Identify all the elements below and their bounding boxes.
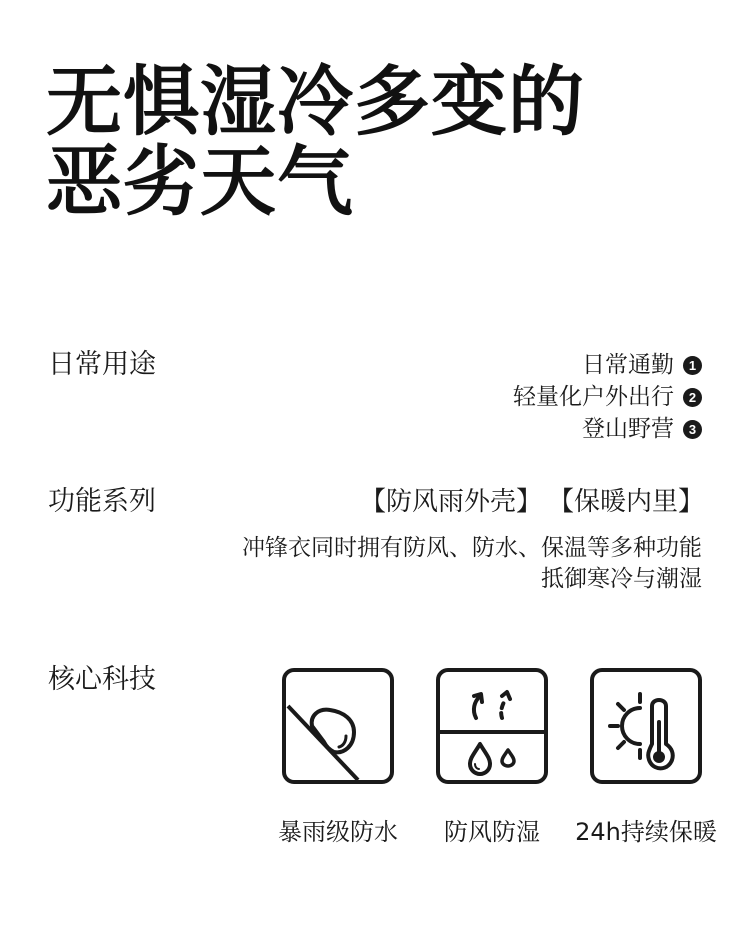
usage-item xyxy=(513,413,702,445)
usage-label: 日常用途 xyxy=(48,349,156,380)
function-series xyxy=(360,486,704,518)
tech-item-label: 24h持续保暖 xyxy=(575,818,717,846)
series-item: 【保暖内里】 xyxy=(547,487,704,517)
number-badge-icon: 1 xyxy=(683,356,702,375)
usage-item xyxy=(513,349,702,381)
function-description xyxy=(242,533,702,595)
tech-label: 核心科技 xyxy=(48,664,156,695)
usage-list xyxy=(513,349,702,445)
usage-item-text: 日常通勤 xyxy=(582,352,674,378)
tech-item-label: 防风防湿 xyxy=(444,818,540,846)
function-desc-line-2: 抵御寒冷与潮湿 xyxy=(541,566,702,592)
waterproof-icon xyxy=(282,668,394,784)
function-label: 功能系列 xyxy=(48,486,156,517)
headline-line-2: 恶劣天气 xyxy=(46,137,354,226)
headline xyxy=(46,57,585,226)
windproof-moisture-icon xyxy=(436,668,548,784)
thermometer-sun-icon xyxy=(590,668,702,784)
number-badge-icon: 3 xyxy=(683,420,702,439)
usage-item-text: 登山野营 xyxy=(582,416,674,442)
usage-item xyxy=(513,381,702,413)
number-badge-icon: 2 xyxy=(683,388,702,407)
usage-item-text: 轻量化户外出行 xyxy=(513,384,674,410)
tech-item-label: 暴雨级防水 xyxy=(278,818,398,846)
headline-line-1: 无惧湿冷多变的 xyxy=(46,57,585,146)
function-desc-line-1: 冲锋衣同时拥有防风、防水、保温等多种功能 xyxy=(242,535,702,561)
series-item: 【防风雨外壳】 xyxy=(359,487,542,517)
